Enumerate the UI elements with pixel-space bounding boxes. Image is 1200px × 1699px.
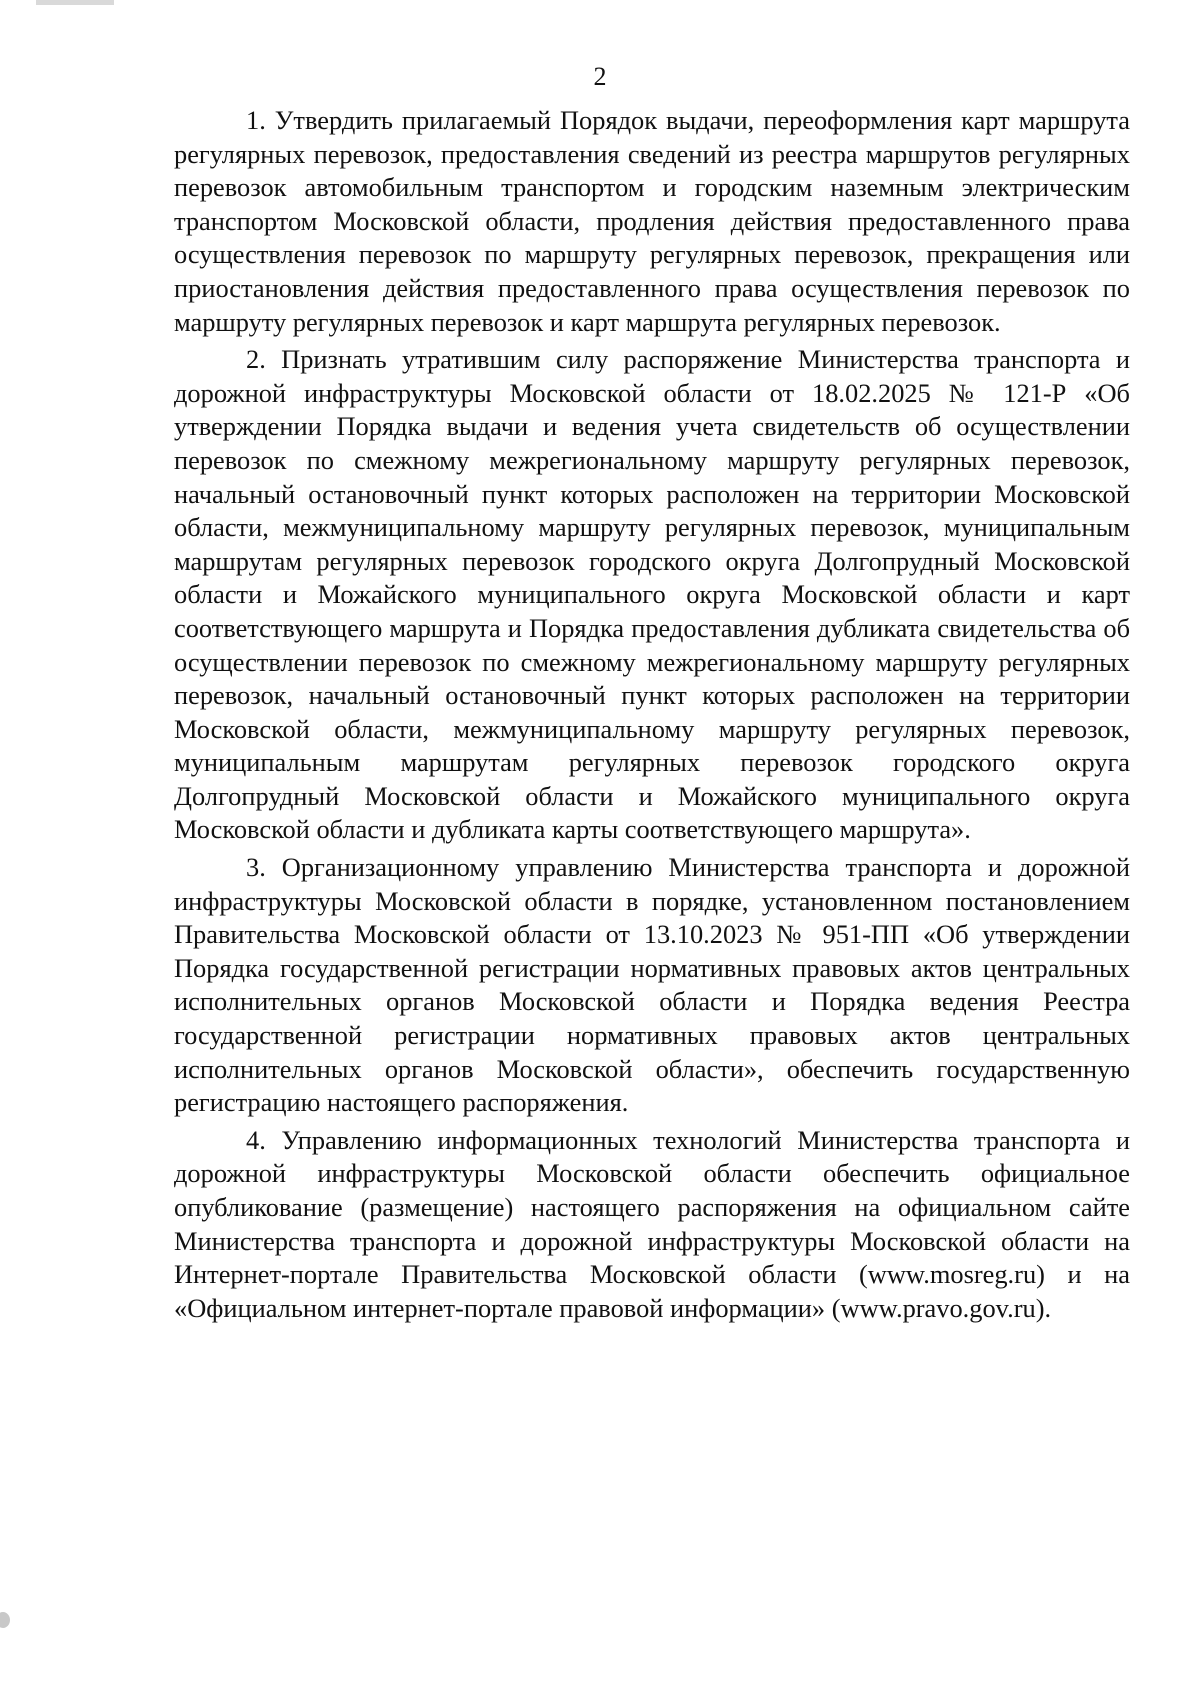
paragraph-3: 3. Организационному управлению Министерства транспорта и дорожной инфраструктуры Московской области в порядке, установленном постановлением Правительства Московской области от 13.10.2023 № 951-ПП «Об утверждении Порядка государственной регистрации нормативных правовых актов центральных исполнительных органов Московской области и Порядка ведения Реестра государственной регистрации нормативных правовых актов центральных исполнительных органов Московской области», обеспечить государственную регистрацию настоящего распоряжения. xyxy=(174,852,1130,1118)
scan-artifact-left xyxy=(0,1612,10,1628)
paragraph-2: 2. Признать утратившим силу распоряжение Министерства транспорта и дорожной инфраструктуры Московской области от 18.02.2025 № 121-Р «Об утверждении Порядка выдачи и ведения учета свидетельств об осуществлении перевозок по смежному межрегиональному маршруту регулярных перевозок, начальный остановочный пункт которых расположен на территории Московской области, межмуниципальному маршруту регулярных перевозок, муниципальным маршрутам регулярных перевозок городского округа Долгопрудный Московской области и Можайского муниципального округа Московской области и карт соответствующего маршрута и Порядка предоставления дубликата свидетельства об осуществлении перевозок по смежному межрегиональному маршруту регулярных перевозок, начальный остановочный пункт которых расположен на территории Московской области, межмуниципальному маршруту регулярных перевозок, муниципальным маршрутам регулярных перевозок городского округа Долгопрудный Московской области и Можайского муниципального округа Московской области и дубликата карты соответствующего маршрута». xyxy=(174,344,1130,845)
paragraph-4: 4. Управлению информационных технологий Министерства транспорта и дорожной инфраструктуры Московской области обеспечить официальное опубликование (размещение) настоящего распоряжения на официальном сайте Министерства транспорта и дорожной инфраструктуры Московской области на Интернет-портале Правительства Московской области (www.mosreg.ru) и на «Официальном интернет-портале правовой информации» (www.pravo.gov.ru). xyxy=(174,1124,1130,1323)
paragraph-1: 1. Утвердить прилагаемый Порядок выдачи, переоформления карт маршрута регулярных перевозок, предоставления сведений из реестра маршрутов регулярных перевозок автомобильным транспортом и городским наземным электрическим транспортом Московской области, продления действия предоставленного права осуществления перевозок по маршруту регулярных перевозок, прекращения или приостановления действия предоставленного права осуществления перевозок по маршруту регулярных перевозок и карт маршрута регулярных перевозок. xyxy=(174,105,1130,337)
scan-artifact-top xyxy=(36,0,114,5)
document-body xyxy=(174,104,1130,1329)
page-number: 2 xyxy=(593,62,607,91)
